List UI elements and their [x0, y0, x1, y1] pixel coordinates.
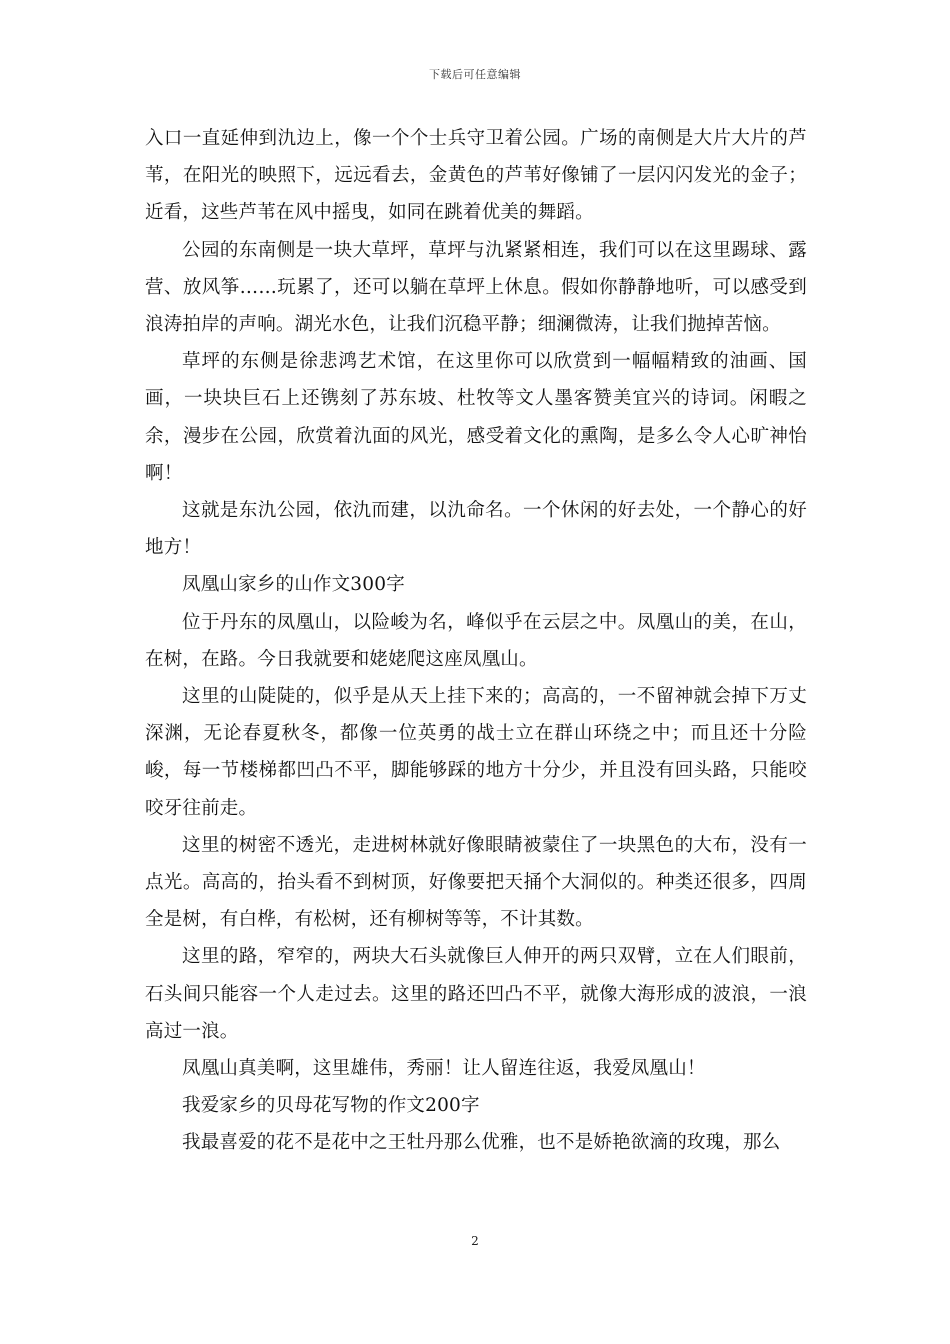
essay-title: 凤凰山家乡的山作文300字 [182, 574, 405, 596]
paragraph: 入口一直延伸到氿边上，像一个个士兵守卫着公园。广场的南侧是大片大片的芦苇，在阳光的映照下，远远看去，金黄色的芦苇好像铺了一层闪闪发光的金子；近看，这些芦苇在风中摇曳，如同在跳着优美的舞蹈。 [145, 128, 807, 224]
page-header: 下载后可任意编辑 [429, 68, 521, 81]
paragraph: 这就是东氿公园，依氿而建，以氿命名。一个休闲的好去处，一个静心的好地方！ [145, 500, 807, 559]
paragraph: 我最喜爱的花不是花中之王牡丹那么优雅，也不是娇艳欲滴的玫瑰，那么 [182, 1132, 781, 1154]
paragraph: 草坪的东侧是徐悲鸿艺术馆，在这里你可以欣赏到一幅幅精致的油画、国画，一块块巨石上还镌刻了苏东坡、杜牧等文人墨客赞美宜兴的诗词。闲暇之余，漫步在公园，欣赏着氿面的风光，感受着文化的熏陶，是多么令人心旷神怡啊！ [145, 351, 807, 484]
paragraph: 位于丹东的凤凰山，以险峻为名，峰似乎在云层之中。凤凰山的美，在山，在树，在路。今日我就要和姥姥爬这座凤凰山。 [145, 611, 807, 670]
essay-title: 我爱家乡的贝母花写物的作文200字 [182, 1095, 480, 1117]
paragraph: 凤凰山真美啊，这里雄伟，秀丽！让人留连往返，我爱凤凰山！ [182, 1058, 706, 1080]
paragraph: 这里的树密不透光，走进树林就好像眼睛被蒙住了一块黑色的大布，没有一点光。高高的，抬头看不到树顶，好像要把天捅个大洞似的。种类还很多，四周全是树，有白桦，有松树，还有柳树等等，不计其数。 [145, 834, 807, 931]
page-number: 2 [471, 1234, 479, 1248]
document-body [145, 120, 807, 1162]
paragraph: 这里的路，窄窄的，两块大石头就像巨人伸开的两只双臂，立在人们眼前，石头间只能容一个人走过去。这里的路还凹凸不平，就像大海形成的波浪，一浪高过一浪。 [145, 946, 807, 1042]
paragraph: 这里的山陡陡的，似乎是从天上挂下来的；高高的，一不留神就会掉下万丈深渊，无论春夏秋冬，都像一位英勇的战士立在群山环绕之中；而且还十分险峻，每一节楼梯都凹凸不平，脚能够踩的地方十分少，并且没有回头路，只能咬咬牙往前走。 [145, 686, 807, 819]
paragraph: 公园的东南侧是一块大草坪，草坪与氿紧紧相连，我们可以在这里踢球、露营、放风筝……玩累了，还可以躺在草坪上休息。假如你静静地听，可以感受到浪涛拍岸的声响。湖光水色，让我们沉稳平静；细澜微涛，让我们抛掉苦恼。 [145, 239, 807, 336]
